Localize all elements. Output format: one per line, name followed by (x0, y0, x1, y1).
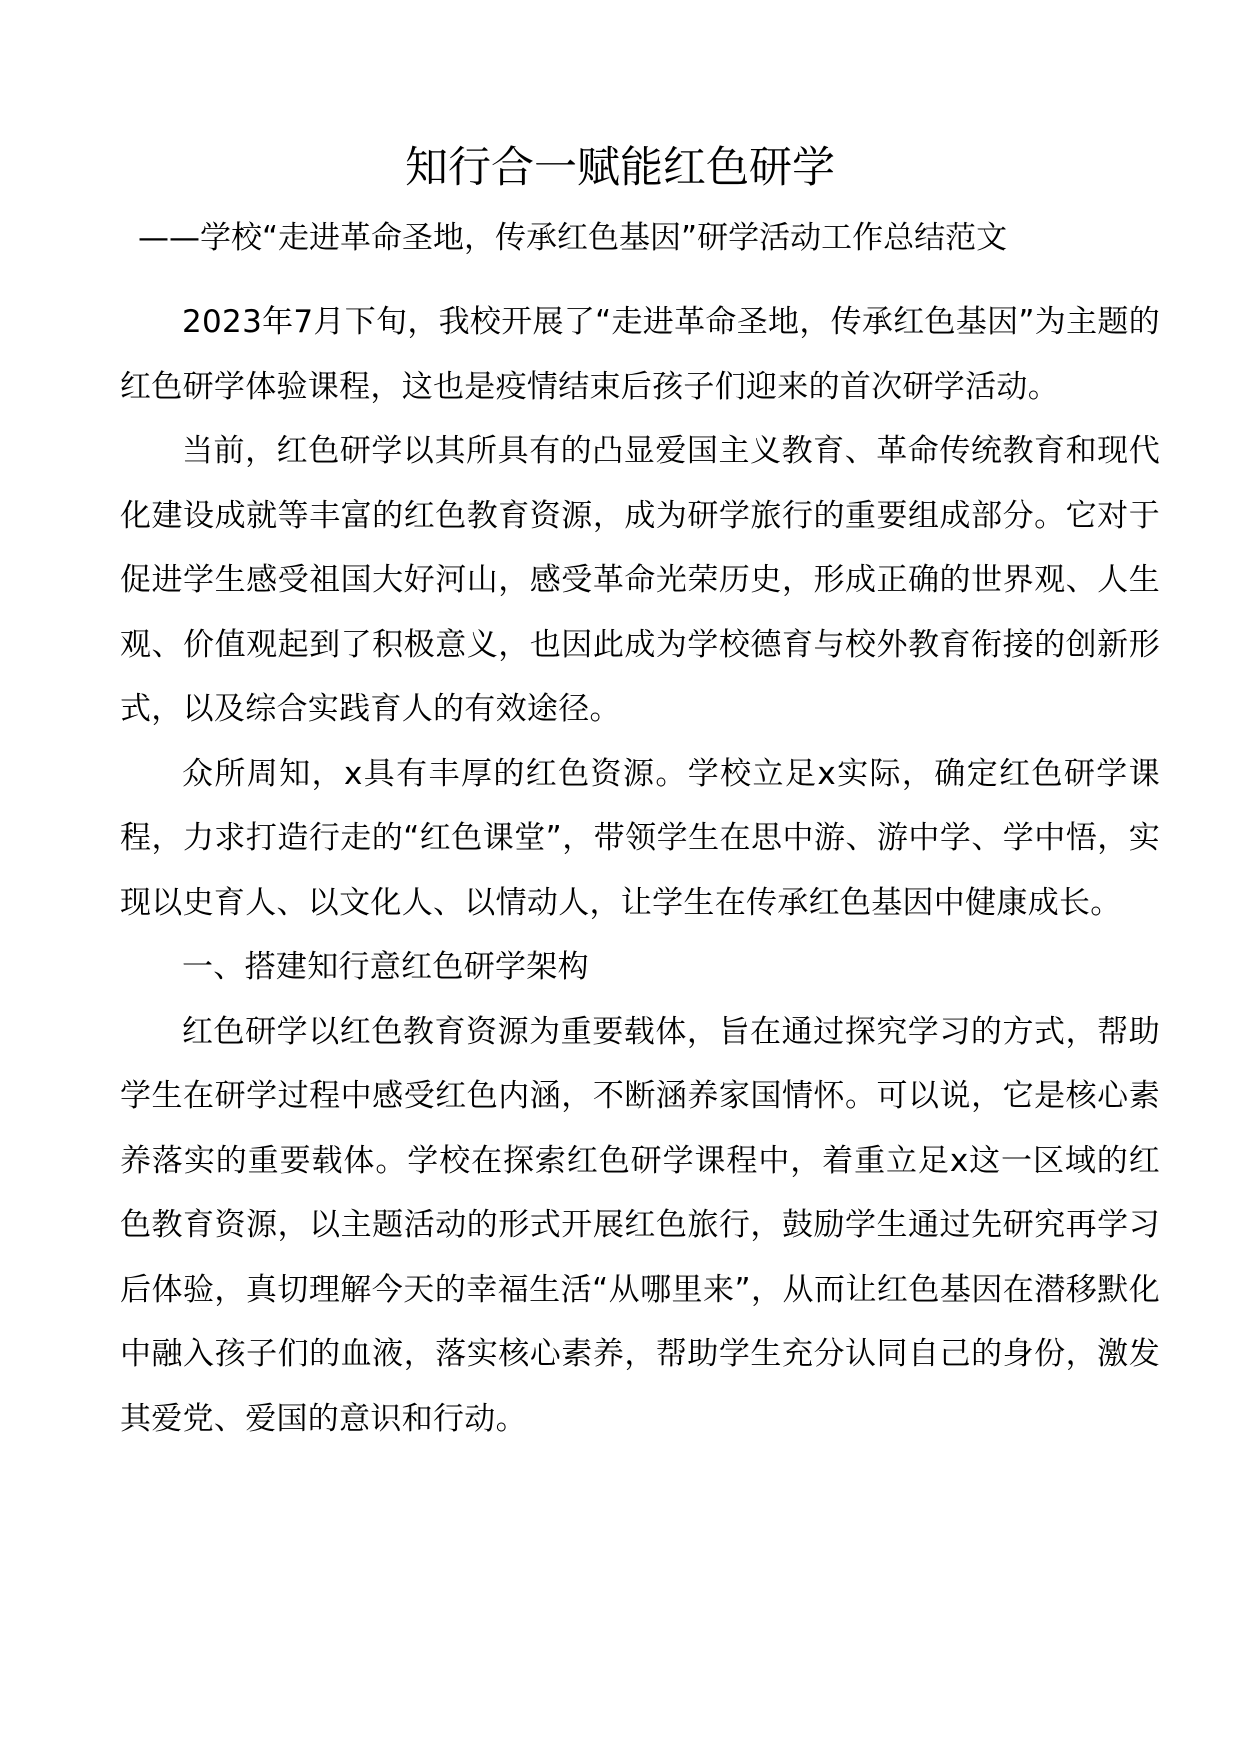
paragraph-intro: 2023年7月下旬，我校开展了“走进革命圣地，传承红色基因”为主题的红色研学体验课程，这也是疫情结束后孩子们迎来的首次研学活动。 (120, 304, 1160, 405)
section-heading-1: 一、搭建知行意红色研学架构 (182, 949, 589, 985)
paragraph-local-resources: 众所周知，x具有丰厚的红色资源。学校立足x实际，确定红色研学课程，力求打造行走的“红色课堂”，带领学生在思中游、游中学、学中悟，实现以史育人、以文化人、以情动人，让学生在传承红色基因中健康成长。 (120, 755, 1160, 921)
paragraph-background: 当前，红色研学以其所具有的凸显爱国主义教育、革命传统教育和现代化建设成就等丰富的红色教育资源，成为研学旅行的重要组成部分。它对于促进学生感受祖国大好河山，感受革命光荣历史，形成正确的世界观、人生观、价值观起到了积极意义，也因此成为学校德育与校外教育衔接的创新形式，以及综合实践育人的有效途径。 (120, 433, 1160, 727)
document-subtitle: ——学校“走进革命圣地，传承红色基因”研学活动工作总结范文 (138, 220, 1008, 256)
document-body (120, 290, 1160, 1451)
paragraph-section-1: 红色研学以红色教育资源为重要载体，旨在通过探究学习的方式，帮助学生在研学过程中感受红色内涵，不断涵养家国情怀。可以说，它是核心素养落实的重要载体。学校在探索红色研学课程中，着重立足x这一区域的红色教育资源，以主题活动的形式开展红色旅行，鼓励学生通过先研究再学习后体验，真切理解今天的幸福生活“从哪里来”，从而让红色基因在潜移默化中融入孩子们的血液，落实核心素养，帮助学生充分认同自己的身份，激发其爱党、爱国的意识和行动。 (120, 1013, 1160, 1437)
document-title: 知行合一赋能红色研学 (405, 143, 835, 193)
